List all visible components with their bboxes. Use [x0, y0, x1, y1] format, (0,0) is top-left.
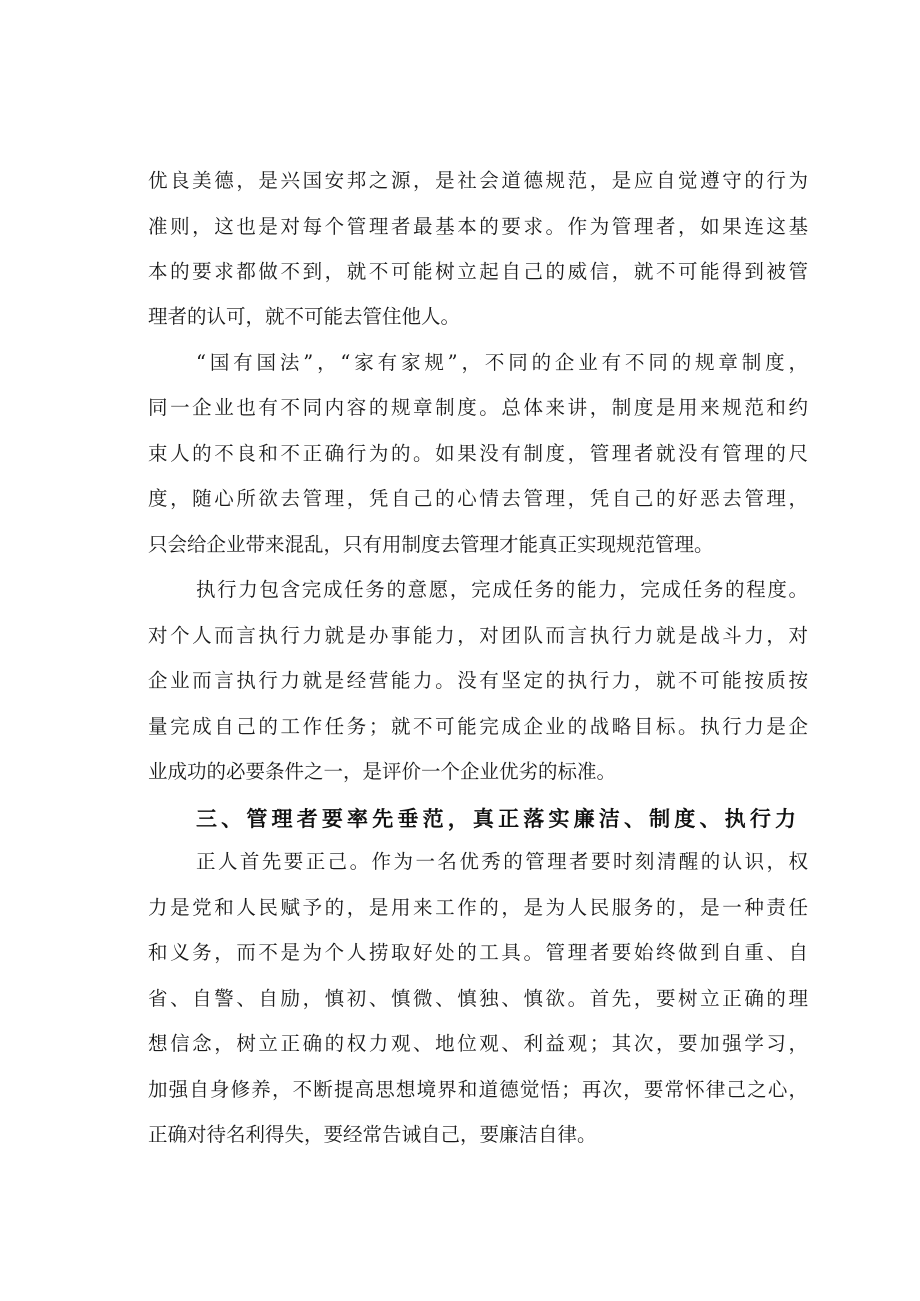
section-paragraph-line-5: 想信念，树立正确的权力观、地位观、利益观；其次，要加强学习，: [148, 1032, 808, 1055]
paragraph-2-line-2: 同一企业也有不同内容的规章制度。总体来讲，制度是用来规范和约: [148, 396, 808, 419]
section-paragraph-line-2: 力是党和人民赋予的，是用来工作的，是为人民服务的，是一种责任: [148, 896, 808, 919]
section-paragraph-line-3: 和义务，而不是为个人捞取好处的工具。管理者要始终做到自重、自: [148, 941, 808, 964]
paragraph-1-line-1: 优良美德，是兴国安邦之源，是社会道德规范，是应自觉遵守的行为: [148, 169, 808, 192]
section-paragraph-line-7: 正确对待名利得失，要经常告诫自己，要廉洁自律。: [148, 1123, 597, 1146]
section-paragraph-line-6: 加强自身修养，不断提高思想境界和道德觉悟；再次，要常怀律己之心，: [148, 1078, 808, 1101]
paragraph-3-line-5: 业成功的必要条件之一，是评价一个企业优劣的标准。: [148, 760, 617, 783]
paragraph-2-line-5: 只会给企业带来混乱，只有用制度去管理才能真正实现规范管理。: [148, 533, 714, 556]
section-paragraph-line-4: 省、自警、自励，慎初、慎微、慎独、慎欲。首先，要树立正确的理: [148, 987, 808, 1010]
paragraph-1-line-2: 准则，这也是对每个管理者最基本的要求。作为管理者，如果连这基: [148, 215, 808, 238]
paragraph-3-line-4: 量完成自己的工作任务；就不可能完成企业的战略目标。执行力是企: [148, 715, 808, 738]
paragraph-2-line-1: “国有国法”，“家有家规”，不同的企业有不同的规章制度，: [196, 351, 808, 374]
paragraph-2-line-4: 度，随心所欲去管理，凭自己的心情去管理，凭自己的好恶去管理，: [148, 487, 808, 510]
paragraph-3-line-2: 对个人而言执行力就是办事能力，对团队而言执行力就是战斗力，对: [148, 624, 808, 647]
paragraph-1-line-3: 本的要求都做不到，就不可能树立起自己的威信，就不可能得到被管: [148, 260, 808, 283]
paragraph-2-line-3: 束人的不良和不正确行为的。如果没有制度，管理者就没有管理的尺: [148, 442, 808, 465]
paragraph-3-line-3: 企业而言执行力就是经营能力。没有坚定的执行力，就不可能按质按: [148, 669, 808, 692]
section-paragraph-line-1: 正人首先要正己。作为一名优秀的管理者要时刻清醒的认识，权: [196, 850, 808, 873]
paragraph-3-line-1: 执行力包含完成任务的意愿，完成任务的能力，完成任务的程度。: [196, 578, 808, 601]
section-heading: 三、管理者要率先垂范，真正落实廉洁、制度、执行力: [196, 807, 796, 831]
paragraph-1-line-4: 理者的认可，就不可能去管住他人。: [148, 305, 461, 328]
